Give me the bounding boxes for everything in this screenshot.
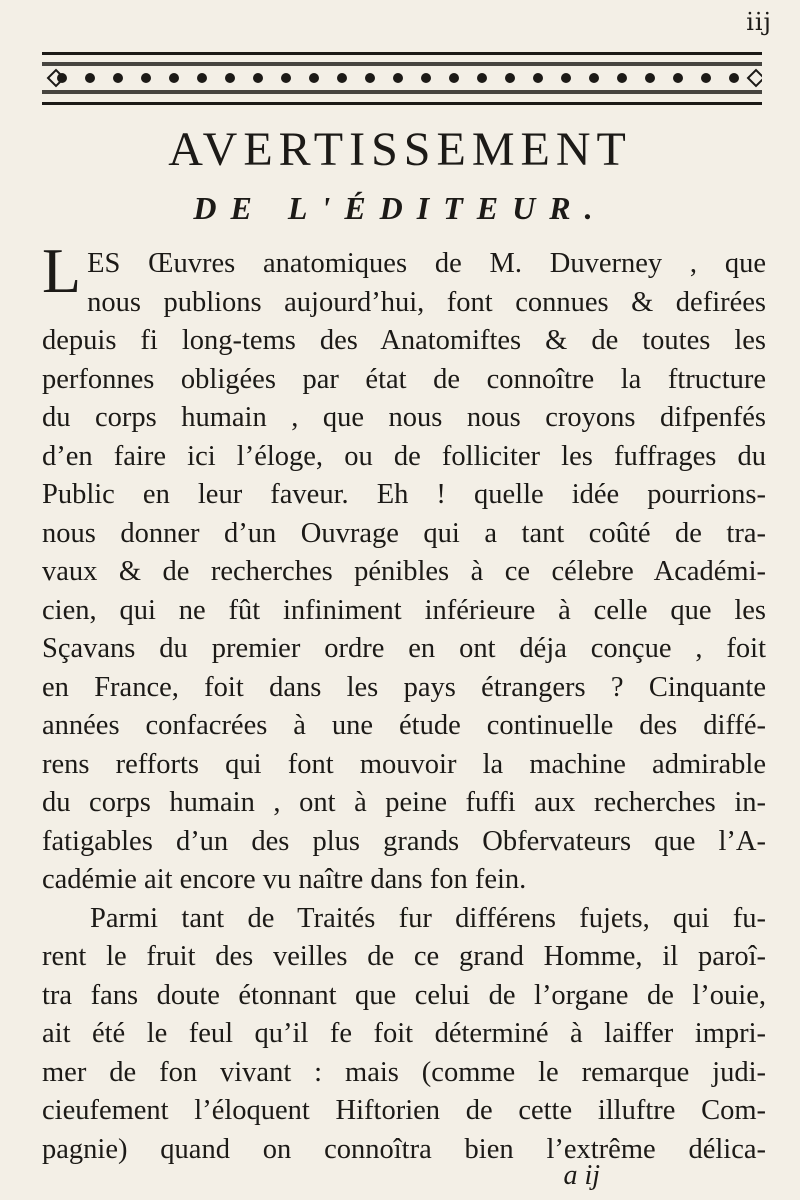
text-line: d’en faire ici l’éloge, ou de folliciter les fuffrages du [42, 440, 766, 472]
text-line: Public en leur faveur. Eh ! quelle idée pourrions- [42, 479, 766, 510]
text-line: mer de fon vivant : mais (comme le remarque judi- [42, 1056, 766, 1088]
typographic-ornament-band [42, 50, 762, 108]
drop-cap: L [42, 235, 82, 306]
text-line: en France, foit dans les pays étrangers ? Cinquante [42, 671, 766, 703]
first-line-text: ES Œuvres anatomiques de M. Duverney , que [87, 248, 766, 279]
text-line: cien, qui ne fût infiniment inférieure à celle que les [42, 594, 766, 626]
body-text [42, 235, 766, 1169]
text-line: rens refforts qui font mouvoir la machine admirable [42, 748, 766, 780]
text-line: vaux & de recherches pénibles à ce célebre Académi- [42, 556, 766, 587]
text-line: du corps humain , que nous nous croyons difpenfés [42, 402, 766, 433]
page-title: AVERTISSEMENT [168, 123, 632, 176]
paragraph-2 [42, 900, 766, 1170]
text-line: pagnie) quand on connoîtra bien l’extrême délica- [42, 1133, 766, 1165]
text-line: tra fans doute étonnant que celui de l’organe de l’ouie, [42, 979, 766, 1011]
text-line: perfonnes obligées par état de connoître la ftructure [42, 363, 766, 395]
signature-mark: a ij [563, 1160, 600, 1191]
text-line: années confacrées à une étude continuelle des diffé- [42, 710, 766, 741]
paragraph-1 [42, 284, 766, 900]
text-line: Parmi tant de Traités fur différens fujets, qui fu- [90, 902, 766, 934]
page-folio: iij [746, 8, 772, 36]
text-line: depuis fi long-tems des Anatomiftes & de toutes les [42, 325, 766, 356]
text-line: nous publions aujourd’hui, font connues & defirées [87, 286, 766, 318]
text-line: nous donner d’un Ouvrage qui a tant coûté de tra- [42, 517, 766, 549]
text-line: cieufement l’éloquent Hiftorien de cette illuftre Com- [42, 1095, 766, 1126]
text-line: ait été le feul qu’il fe foit déterminé à laiffer impri- [42, 1018, 766, 1049]
text-line: Sçavans du premier ordre en ont déja conçue , foit [42, 633, 766, 664]
text-line: rent le fruit des veilles de ce grand Homme, il paroî- [42, 941, 766, 972]
text-line: fatigables d’un des plus grands Obfervateurs que l’A- [42, 825, 766, 857]
text-line: cadémie ait encore vu naître dans fon fein. [42, 864, 527, 895]
text-line: du corps humain , ont à peine fuffi aux recherches in- [42, 787, 766, 818]
page-subtitle: DE L'ÉDITEUR. [193, 190, 607, 226]
